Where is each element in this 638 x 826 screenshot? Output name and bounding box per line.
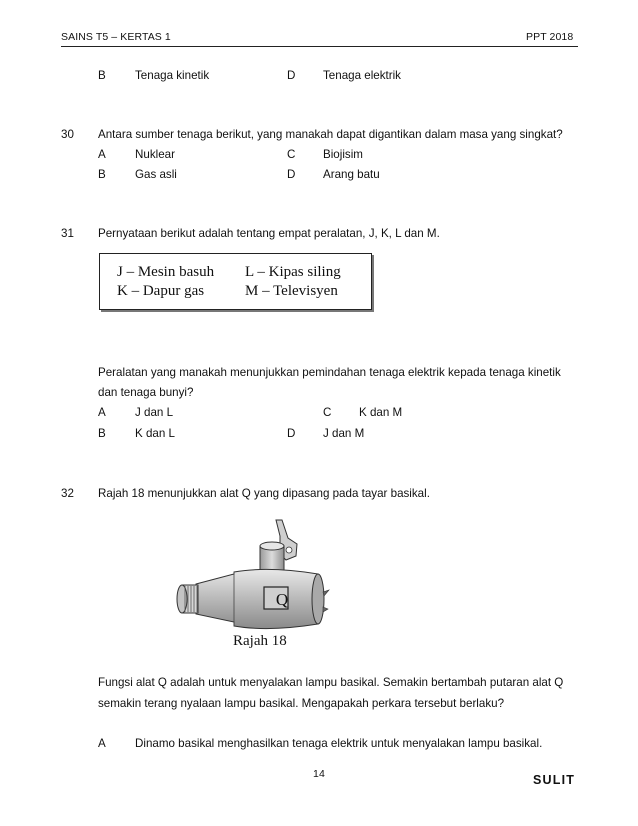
q30-question: Antara sumber tenaga berikut, yang manakah dapat digantikan dalam masa yang singkat? (98, 128, 563, 141)
q30-option-b-letter: B (98, 168, 106, 181)
q31-statement-box (99, 253, 372, 310)
q30-option-d-text: Arang batu (323, 168, 380, 181)
bracket-hole (286, 547, 292, 553)
q30-option-c-text: Biojisim (323, 148, 363, 161)
q30-option-c-letter: C (287, 148, 296, 161)
q31-box-l: L – Kipas siling (245, 264, 341, 280)
q32-prompt-line1: Fungsi alat Q adalah untuk menyalakan lampu basikal. Semakin bertambah putaran alat Q (98, 676, 564, 689)
q29-option-b-text: Tenaga kinetik (135, 69, 210, 82)
q31-option-b-letter: B (98, 427, 106, 440)
sulit-label: SULIT (533, 773, 576, 787)
q32-prompt-line2: semakin terang nyalaan lampu basikal. Mengapakah perkara tersebut berlaku? (98, 697, 505, 710)
q31-box-k: K – Dapur gas (117, 283, 205, 299)
q32-option-a-letter: A (98, 737, 106, 750)
q31-option-d-letter: D (287, 427, 296, 440)
q31-number: 31 (61, 227, 74, 240)
q29-option-d-letter: D (287, 69, 296, 82)
figure-caption: Rajah 18 (233, 633, 287, 649)
page-number: 14 (313, 768, 325, 780)
q30-option-a-text: Nuklear (135, 148, 175, 161)
q31-box-j: J – Mesin basuh (117, 264, 215, 280)
q31-option-a-letter: A (98, 406, 106, 419)
q30-option-d-letter: D (287, 168, 296, 181)
q31-option-b-text: K dan L (135, 427, 175, 440)
q32-option-a-text: Dinamo basikal menghasilkan tenaga elektrik untuk menyalakan lampu basikal. (135, 737, 543, 750)
q30-option-b-text: Gas asli (135, 168, 177, 181)
header-right: PPT 2018 (526, 31, 574, 43)
q29-option-d-text: Tenaga elektrik (323, 69, 401, 82)
q31-option-a-text: J dan L (135, 406, 174, 419)
q31-prompt-line1: Peralatan yang manakah menunjukkan pemindahan tenaga elektrik kepada tenaga kinetik (98, 366, 561, 379)
q31-option-c-letter: C (323, 406, 332, 419)
header-left: SAINS T5 – KERTAS 1 (61, 31, 171, 43)
q30-option-a-letter: A (98, 148, 106, 161)
q31-box-m: M – Televisyen (245, 283, 338, 299)
q32-number: 32 (61, 487, 74, 500)
q31-prompt-line2: dan tenaga bunyi? (98, 386, 194, 399)
dynamo-figure (168, 514, 338, 646)
header-rule (61, 46, 578, 47)
q31-option-d-text: J dan M (323, 427, 365, 440)
q31-question: Pernyataan berikut adalah tentang empat peralatan, J, K, L dan M. (98, 227, 440, 240)
q30-number: 30 (61, 128, 74, 141)
q29-option-b-letter: B (98, 69, 106, 82)
figure-label-q: Q (275, 590, 289, 609)
q32-question: Rajah 18 menunjukkan alat Q yang dipasang pada tayar basikal. (98, 487, 430, 500)
q31-option-c-text: K dan M (359, 406, 403, 419)
